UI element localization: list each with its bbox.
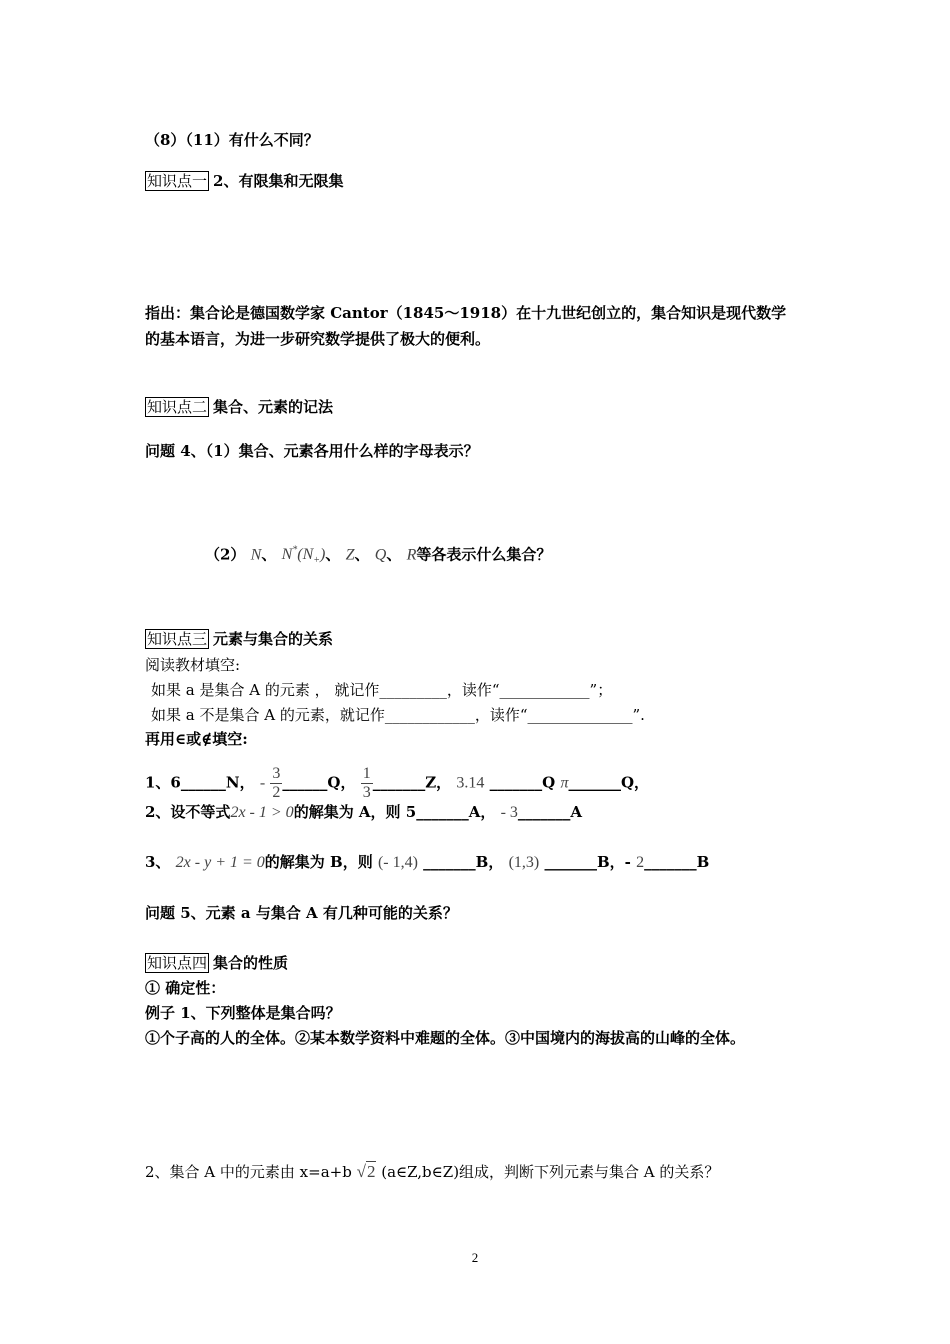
fraction-1-3: $\frac{1}{3}$ <box>362 765 371 801</box>
question-5: 问题 5、元素 a 与集合 A 有几种可能的关系？ <box>145 904 458 922</box>
kp-tag: 知识点二 <box>147 398 208 416</box>
equation: 2x - y + 1 = 0 <box>175 854 265 871</box>
kp-tag: 知识点一 <box>147 172 208 190</box>
question-4-part-1: 问题 4、（1）集合、元素各用什么样的字母表示？ <box>145 442 479 460</box>
question-4-part-2 <box>205 541 551 572</box>
set-R: R <box>406 546 417 564</box>
sep: 、 <box>386 545 402 564</box>
point-1-3: (1,3) <box>508 854 540 871</box>
page-number: 2 <box>471 1250 479 1265</box>
kp-title: 集合的性质 <box>213 954 289 972</box>
knowledge-point-1 <box>145 171 343 191</box>
last-suffix: (a∈Z,b∈Z)组成，判断下列元素与集合 A 的关系？ <box>381 1163 720 1181</box>
kp-tag: 知识点四 <box>147 954 208 972</box>
last-prefix: 2、集合 A 中的元素由 x=a+b <box>145 1163 352 1181</box>
set-Nstar: $N^*(N_+)$ <box>281 545 326 567</box>
reading-line-1: 如果 a 是集合 A 的元素 ， 就记作_________，读作“____________”； <box>151 681 613 699</box>
neg-3: - 3 <box>500 804 518 821</box>
blank: _______B， <box>423 853 504 871</box>
blank: _______Z， <box>372 773 452 792</box>
example-1-items: ①个子高的人的全体。②某本数学资料中难题的全体。③中国境内的海拔高的山峰的全体。 <box>145 1029 746 1047</box>
fill-intro: 再用∈或∉填空: <box>145 730 248 748</box>
inequality: 2x - 1 > 0 <box>230 804 294 821</box>
set-Q: Q <box>374 546 387 564</box>
point-neg1-4: (- 1,4) <box>377 854 418 871</box>
fraction-3-2: $\frac{3}{2}$ <box>272 765 281 801</box>
exercise-1 <box>145 765 649 802</box>
property-1: ① 确定性： <box>145 979 226 997</box>
set-Z: Z <box>345 546 355 564</box>
blank: _______A <box>517 803 583 821</box>
number-3-14: 3.14 <box>456 774 485 792</box>
kp-tag: 知识点三 <box>147 630 208 648</box>
blank: _______B，- <box>544 853 631 871</box>
kp-title: 集合、元素的记法 <box>213 398 334 416</box>
knowledge-point-2 <box>145 397 333 417</box>
neg-sign: - <box>259 774 266 792</box>
knowledge-point-4 <box>145 953 288 973</box>
exercise-last <box>145 1162 719 1182</box>
ex3-prefix: 3、 <box>145 853 171 871</box>
ex3-mid: 的解集为 B，则 <box>264 853 373 871</box>
number-2: 2 <box>636 854 645 871</box>
question-8-11: （8）（11）有什么不同？ <box>145 131 319 149</box>
sep: 、 <box>325 545 341 564</box>
q4-suffix: 等各表示什么集合？ <box>416 545 552 564</box>
sep: 、 <box>261 545 277 564</box>
exercise-2 <box>145 802 582 823</box>
kp-title: 2、有限集和无限集 <box>213 172 344 190</box>
reading-intro: 阅读教材填空: <box>145 656 241 674</box>
blank: ______Q， <box>282 773 356 792</box>
example-1-intro: 例子 1、下列整体是集合吗？ <box>145 1004 341 1022</box>
ex2-mid: 的解集为 A，则 5_______A， <box>293 803 496 821</box>
exercise-3 <box>145 852 709 873</box>
note-line-1: 指出：集合论是德国数学家 Cantor（1845～1918）在十九世纪创立的，集合知识是现代数学 <box>145 304 787 322</box>
ex1-prefix: 1、6______N， <box>145 773 255 792</box>
pi-symbol: π <box>560 774 569 792</box>
note-line-2: 的基本语言，为进一步研究数学提供了极大的便利。 <box>145 330 491 348</box>
set-N: N <box>250 546 262 564</box>
blank: _______Q <box>489 773 556 792</box>
blank: _______B <box>644 853 710 871</box>
knowledge-point-3 <box>145 629 333 649</box>
q4-prefix: （2） <box>205 545 246 564</box>
sep: 、 <box>354 545 370 564</box>
ex2-prefix: 2、设不等式 <box>145 803 231 821</box>
blank: _______Q， <box>568 773 650 792</box>
reading-line-2: 如果 a 不是集合 A 的元素，就记作____________，读作“______________”. <box>151 706 645 724</box>
kp-title: 元素与集合的关系 <box>213 630 334 648</box>
sqrt-2: √2 <box>356 1162 376 1181</box>
